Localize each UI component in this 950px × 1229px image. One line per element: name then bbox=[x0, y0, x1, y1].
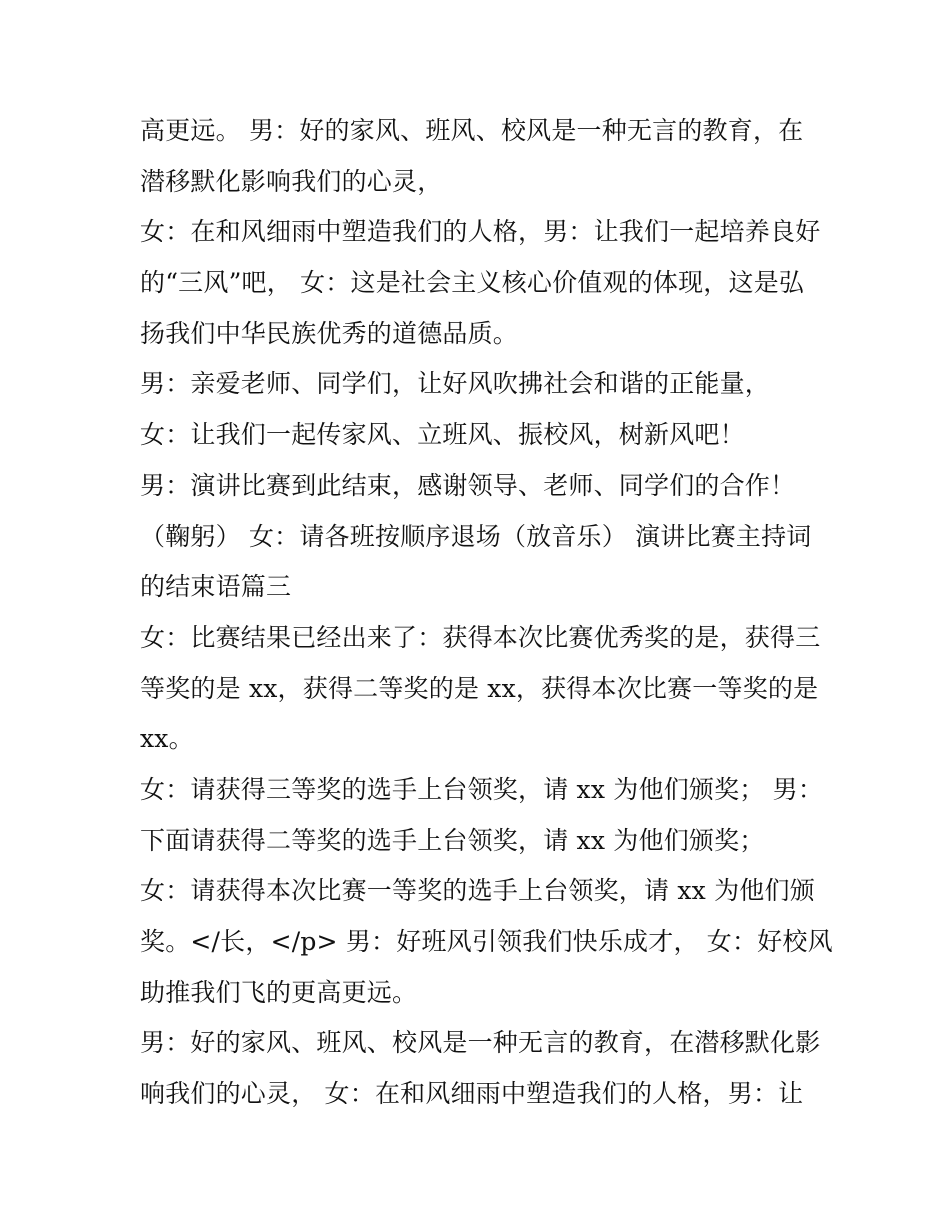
text-line: 女：在和风细雨中塑造我们的人格，男：让我们一起培养良好 bbox=[140, 217, 821, 247]
text-line: 女：比赛结果已经出来了：获得本次比赛优秀奖的是，获得三 bbox=[140, 622, 821, 652]
text-line: 的“三风”吧， 女：这是社会主义核心价值观的体现，这是弘 bbox=[140, 268, 805, 298]
text-line: 扬我们中华民族优秀的道德品质。 bbox=[140, 318, 519, 348]
text-line: 潜移默化影响我们的心灵， bbox=[140, 166, 443, 196]
text-line: 助推我们飞的更高更远。 bbox=[140, 977, 418, 1007]
text-line: 男：好的家风、班风、校风是一种无言的教育，在潜移默化影 bbox=[140, 1028, 821, 1058]
text-line: 下面请获得二等奖的选手上台领奖，请 xx 为他们颁奖； bbox=[140, 825, 765, 855]
text-line: xx。 bbox=[140, 724, 194, 754]
text-line: 响我们的心灵， 女：在和风细雨中塑造我们的人格，男：让 bbox=[140, 1079, 804, 1109]
text-line: 女：请获得三等奖的选手上台领奖，请 xx 为他们颁奖； 男： bbox=[140, 774, 824, 804]
text-line: 女：让我们一起传家风、立班风、振校风，树新风吧！ bbox=[140, 420, 745, 450]
text-line: 等奖的是 xx，获得二等奖的是 xx，获得本次比赛一等奖的是 bbox=[140, 673, 819, 703]
text-line: 高更远。 男：好的家风、班风、校风是一种无言的教育，在 bbox=[140, 116, 804, 145]
text-line: 奖。</长，</p> 男：好班风引领我们快乐成才， 女：好校风 bbox=[140, 927, 833, 956]
text-line: 女：请获得本次比赛一等奖的选手上台领奖，请 xx 为他们颁 bbox=[140, 876, 815, 906]
text-line: （鞠躬） 女：请各班按顺序退场（放音乐） 演讲比赛主持词 bbox=[140, 521, 812, 551]
text-line: 男：亲爱老师、同学们，让好风吹拂社会和谐的正能量， bbox=[140, 369, 771, 399]
text-line: 的结束语篇三 bbox=[140, 572, 292, 602]
text-line: 男：演讲比赛到此结束，感谢领导、老师、同学们的合作！ bbox=[140, 470, 796, 500]
document-body bbox=[140, 106, 833, 1120]
